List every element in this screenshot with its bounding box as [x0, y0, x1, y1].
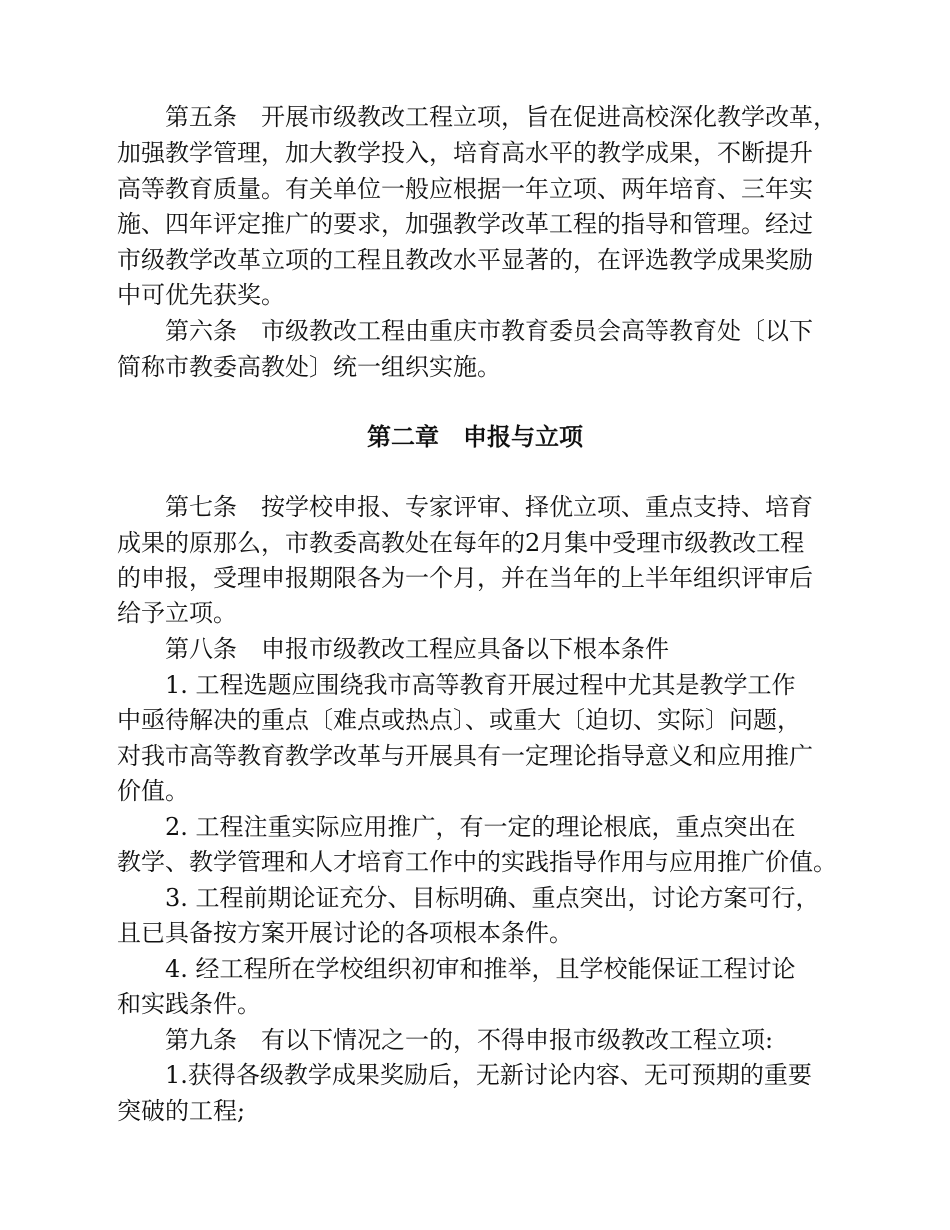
item-8-1-line: 价值。 [117, 777, 189, 805]
item-9-1-line: 1.获得各级教学成果奖励后，无新讨论内容、无可预期的重要 [165, 1061, 812, 1089]
item-8-1-line: 1. 工程选题应围绕我市高等教育开展过程中尤其是教学工作 [165, 671, 796, 699]
item-8-2-line: 2. 工程注重实际应用推广，有一定的理论根底，重点突出在 [165, 813, 796, 841]
item-8-1-line: 对我市高等教育教学改革与开展具有一定理论指导意义和应用推广 [117, 742, 813, 770]
article-7-line: 给予立项。 [117, 599, 237, 627]
item-8-1-line: 中亟待解决的重点〔难点或热点〕、或重大〔迫切、实际〕问题， [117, 706, 801, 734]
article-7-line: 成果的原那么，市教委高教处在每年的2月集中受理市级教改工程 [117, 529, 805, 557]
article-7-line: 的申报，受理申报期限各为一个月，并在当年的上半年组织评审后 [117, 564, 813, 592]
article-5-line: 高等教育质量。有关单位一般应根据一年立项、两年培育、三年实 [117, 175, 813, 203]
item-8-4-line: 和实践条件。 [117, 990, 261, 1018]
article-8-line: 第八条 申报市级教改工程应具备以下根本条件 [165, 635, 669, 663]
item-8-3-line: 3. 工程前期论证充分、目标明确、重点突出，讨论方案可行， [165, 884, 820, 912]
item-8-4-line: 4. 经工程所在学校组织初审和推举，且学校能保证工程讨论 [165, 955, 796, 983]
article-5-line: 加强教学管理，加大教学投入，培育高水平的教学成果，不断提升 [117, 139, 813, 167]
article-5-line: 市级教学改革立项的工程且教改水平显著的，在评选教学成果奖励 [117, 246, 813, 274]
article-6-line: 第六条 市级教改工程由重庆市教育委员会高等教育处〔以下 [165, 317, 813, 345]
article-9-line: 第九条 有以下情况之一的，不得申报市级教改工程立项: [165, 1026, 774, 1054]
item-8-2-line: 教学、教学管理和人才培育工作中的实践指导作用与应用推广价值。 [117, 848, 837, 876]
article-7-line: 第七条 按学校申报、专家评审、择优立项、重点支持、培育 [165, 493, 813, 521]
article-5-line: 施、四年评定推广的要求，加强教学改革工程的指导和管理。经过 [117, 210, 813, 238]
item-9-1-line: 突破的工程; [117, 1097, 246, 1125]
article-5-line: 中可优先获奖。 [117, 281, 285, 309]
article-5-line: 第五条 开展市级教改工程立项，旨在促进高校深化教学改革， [165, 103, 837, 131]
chapter-heading: 第二章 申报与立项 [367, 423, 583, 451]
item-8-3-line: 且已具备按方案开展讨论的各项根本条件。 [117, 919, 573, 947]
article-6-line: 简称市教委高教处〕统一组织实施。 [117, 353, 501, 381]
